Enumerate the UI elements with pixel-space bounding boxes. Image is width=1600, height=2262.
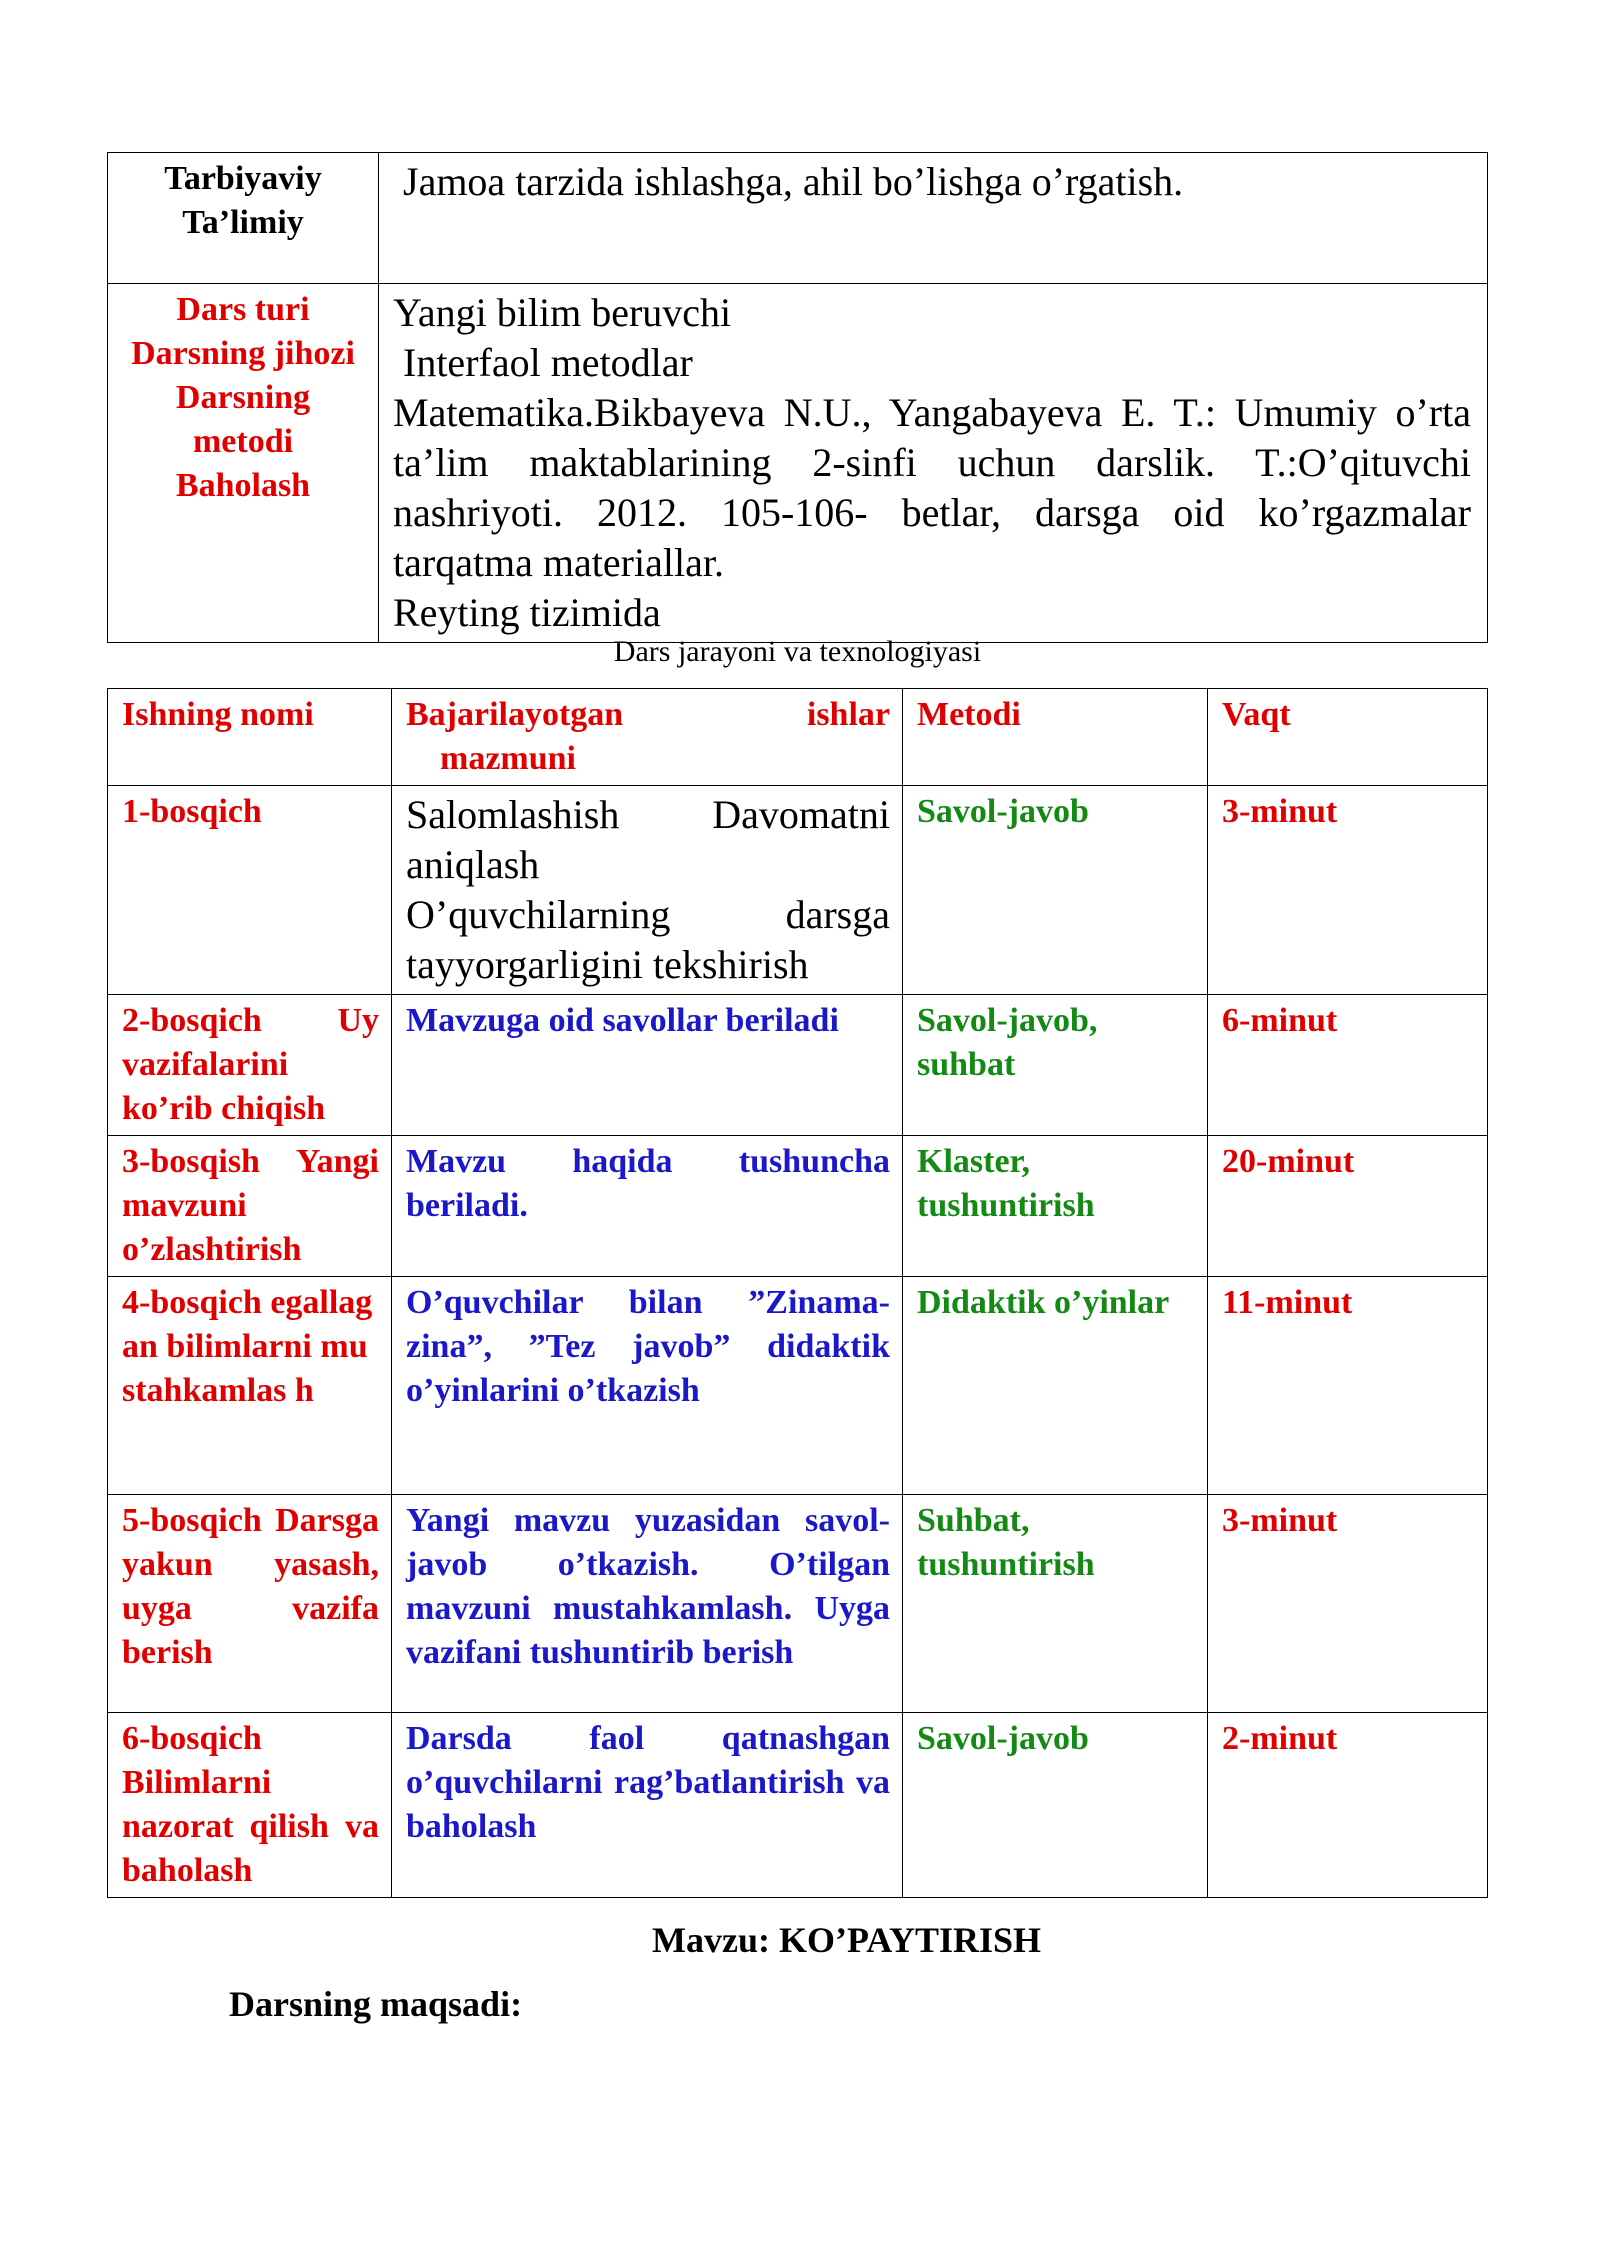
- label-dars-turi: Dars turi: [176, 291, 310, 328]
- lesson-info-label-cell: [108, 284, 379, 643]
- step-time: 20-minut: [1208, 1136, 1488, 1277]
- lesson-equipment-value: Matematika.Bikbayeva N.U., Yangabayeva E. T.: Umumiy o’rta ta’lim maktablarining 2-sinfi uchun darslik. T.:O’qituvchi nashriyoti. 2012. 105-106- betlar, darsga oid ko’rgazmalar tarqatma materiallar.: [393, 390, 1471, 585]
- step-content-line: Salomlashish Davomatni aniqlash: [406, 792, 890, 887]
- step-time: 6-minut: [1208, 995, 1488, 1136]
- step-method: Savol-javob: [903, 1713, 1208, 1898]
- lesson-info-label-cell: [108, 153, 379, 284]
- lesson-steps-table: [107, 688, 1488, 1898]
- step-name: 4-bosqich egallagan bilimlarni mustahkamlas h: [108, 1277, 392, 1495]
- label-baholash: Baholash: [175, 467, 311, 504]
- table-row: [108, 1713, 1488, 1898]
- table-row: [108, 1136, 1488, 1277]
- header-content-line2: mazmuni: [440, 740, 576, 777]
- step-name: 1-bosqich: [108, 786, 392, 995]
- step-content: Mavzu haqida tushuncha beriladi.: [392, 1136, 903, 1277]
- label-metodi: metodi: [192, 423, 294, 460]
- label-darsning-jihozi: Darsning jihozi: [131, 335, 355, 372]
- step-content-line: O’quvchilarning darsga tayyorgarligini tekshirish: [406, 892, 890, 987]
- step-content: Mavzuga oid savollar beriladi: [392, 995, 903, 1136]
- header-content: [392, 689, 903, 786]
- header-method: Metodi: [903, 689, 1208, 786]
- step-name: 3-bosqish Yangi mavzuni o’zlashtirish: [108, 1136, 392, 1277]
- step-time: 3-minut: [1208, 1495, 1488, 1713]
- topic-title: Mavzu: KO’PAYTIRISH: [652, 1920, 1042, 1960]
- lesson-goal-label: Darsning maqsadi:: [229, 1984, 523, 2024]
- step-time: 3-minut: [1208, 786, 1488, 995]
- table-row: [108, 995, 1488, 1136]
- lesson-info-row: [108, 284, 1488, 643]
- step-method: Suhbat, tushuntirish: [903, 1495, 1208, 1713]
- table-row: [108, 1277, 1488, 1495]
- header-time: Vaqt: [1208, 689, 1488, 786]
- step-content: [392, 786, 903, 995]
- lesson-info-table: [107, 152, 1488, 643]
- header-content-line1: Bajarilayotgan ishlar: [406, 696, 890, 733]
- lesson-method-value: Interfaol metodlar: [393, 340, 693, 385]
- step-content: Darsda faol qatnashgan o’quvchilarni rag’batlantirish va baholash: [392, 1713, 903, 1898]
- lesson-assessment-value: Reyting tizimida: [393, 590, 661, 635]
- header-name: Ishning nomi: [108, 689, 392, 786]
- step-name: 5-bosqich Darsga yakun yasash, uyga vazifa berish: [108, 1495, 392, 1713]
- label-talimiy: Ta’limiy: [182, 204, 304, 241]
- step-method: Savol-javob, suhbat: [903, 995, 1208, 1136]
- step-time: 2-minut: [1208, 1713, 1488, 1898]
- table-row: [108, 786, 1488, 995]
- header-row: [108, 689, 1488, 786]
- lesson-type-value: Yangi bilim beruvchi: [393, 290, 732, 335]
- step-method: Savol-javob: [903, 786, 1208, 995]
- lesson-info-row: [108, 153, 1488, 284]
- label-darsning: Darsning: [175, 379, 311, 416]
- step-content: Yangi mavzu yuzasidan savol-javob o’tkazish. O’tilgan mavzuni mustahkamlash. Uyga vazifani tushuntirib berish: [392, 1495, 903, 1713]
- step-content: O’quvchilar bilan ”Zinama-zina”, ”Tez javob” didaktik o’yinlarini o’tkazish: [392, 1277, 903, 1495]
- step-name: 6-bosqich Bilimlarni nazorat qilish va baholash: [108, 1713, 392, 1898]
- step-method: Didaktik o’yinlar: [903, 1277, 1208, 1495]
- lesson-details-cell: [379, 284, 1488, 643]
- step-method: Klaster, tushuntirish: [903, 1136, 1208, 1277]
- lesson-goal-value: Jamoa tarzida ishlashga, ahil bo’lishga o’rgatish.: [379, 153, 1488, 284]
- label-tarbiyaviy: Tarbiyaviy: [164, 160, 322, 197]
- step-name: 2-bosqich Uy vazifalarini ko’rib chiqish: [108, 995, 392, 1136]
- step-time: 11-minut: [1208, 1277, 1488, 1495]
- table-row: [108, 1495, 1488, 1713]
- table-caption: Dars jarayoni va texnologiyasi: [613, 635, 982, 668]
